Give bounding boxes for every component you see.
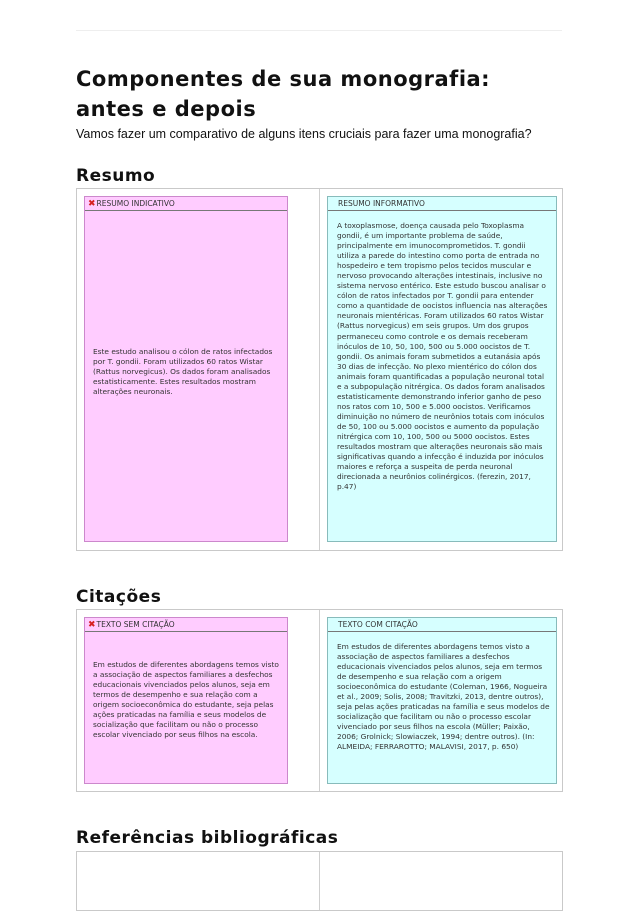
x-mark-icon: ✖ [88, 199, 96, 209]
resumo-comparison-panel [76, 188, 563, 551]
panel-divider [319, 852, 320, 910]
texto-com-citacao-card [327, 617, 557, 784]
texto-sem-citacao-card [84, 617, 288, 784]
referencias-comparison-panel [76, 851, 563, 911]
top-divider [76, 30, 562, 31]
card-header [328, 197, 556, 211]
section-heading-referencias: Referências bibliográficas [76, 828, 339, 848]
panel-divider [319, 610, 320, 791]
card-text: Este estudo analisou o cólon de ratos infectados por T. gondii. Foram utilizados 60 ratos Wistar (Rattus norvegicus). Os dados foram analisados estatisticamente. Estes resultados mostram alterações neuronais. [93, 347, 273, 397]
card-text: Em estudos de diferentes abordagens temos visto a associação de aspectos familiares a desfechos educacionais vivenciados pelos alunos, seja em termos de desempenho e sua relação com a origem socioeconômica do estudante (Coleman, 1966, Nogueira et al., 2009; Solis, 2008; Travitzki, 2013, dentre outros), seja pelas ações praticadas na família e seus modelos de socialização que facilitam ou não o processo escolar vivenciado por seus filhos na escola (Müller; Paixão, 2006; Grolnick; Slowiaczek, 1994; dentre outros). (In: ALMEIDA; FERRAROTTO; MALAVISI, 2017, p. 650) [337, 642, 550, 752]
card-label: TEXTO SEM CITAÇÃO [96, 620, 175, 629]
card-header [328, 618, 556, 632]
section-heading-citacoes: Citações [76, 587, 162, 607]
citacoes-comparison-panel [76, 609, 563, 792]
card-header [85, 618, 287, 632]
card-label: TEXTO COM CITAÇÃO [338, 620, 418, 629]
card-text: Em estudos de diferentes abordagens temos visto a associação de aspectos familiares a desfechos educacionais vivenciados pelos alunos, seja em termos de desempenho e sua relação com a origem socioeconômica do estudante, seja pelas ações praticadas na família e seus modelos de socialização que facilitam ou não o processo escolar vivenciado por seus filhos na escola. [93, 660, 279, 740]
resumo-indicativo-card [84, 196, 288, 542]
section-heading-resumo: Resumo [76, 166, 156, 186]
card-text: A toxoplasmose, doença causada pelo Toxoplasma gondii, é um importante problema de saúde, principalmente em imunocomprometidos. T. gondii utiliza a parede do intestino como porta de entrada no hospedeiro e tem tropismo pelos tecidos muscular e nervoso provocando alterações intestinais, inclusive no sistema nervoso entérico. Este estudo buscou analisar o cólon de ratos infectados por T. gondii para entender como a quantidade de oocistos influencia nas alterações neuronais mientéricas. Foram utilizados 60 ratos Wistar (Rattus norvegicus) em seis grupos. Um dos grupos permaneceu como controle e os demais receberam inóculos de 10, 50, 100, 500 ou 5.000 oocistos de T. gondii. Os animais foram submetidos a eutanásia após 30 dias de infecção. No plexo mientérico do cólon dos animais foram quantificadas a população neuronal total e a subpopulação nitrérgica. Os dados foram analisados estatisticamente demonstrando inferior ganho de peso nos ratos com 10, 500 e 5.000 oocistos. Verificamos diminuição no número de neurônios totais com inóculos de 50, 100 ou 5.000 oocistos e aumento da população nitrérgica com 10, 100, 500 ou 5000 oocistos. Estes resultados mostram que alterações neuronais são mais significativas quando a infecção é induzida por inóculos maiores e reforça a suspeita de perda neuronal direcionada a neurônios colinérgicos. (ferezin, 2017, p.47) [337, 221, 548, 492]
card-label: RESUMO INDICATIVO [96, 199, 175, 208]
page-title: Componentes de sua monografia: antes e depois [76, 67, 491, 121]
x-mark-icon: ✖ [88, 620, 96, 630]
card-label: RESUMO INFORMATIVO [338, 199, 425, 208]
panel-divider [319, 189, 320, 550]
card-header [85, 197, 287, 211]
resumo-informativo-card [327, 196, 557, 542]
page-subtitle: Vamos fazer um comparativo de alguns itens cruciais para fazer uma monografia? [76, 127, 532, 141]
